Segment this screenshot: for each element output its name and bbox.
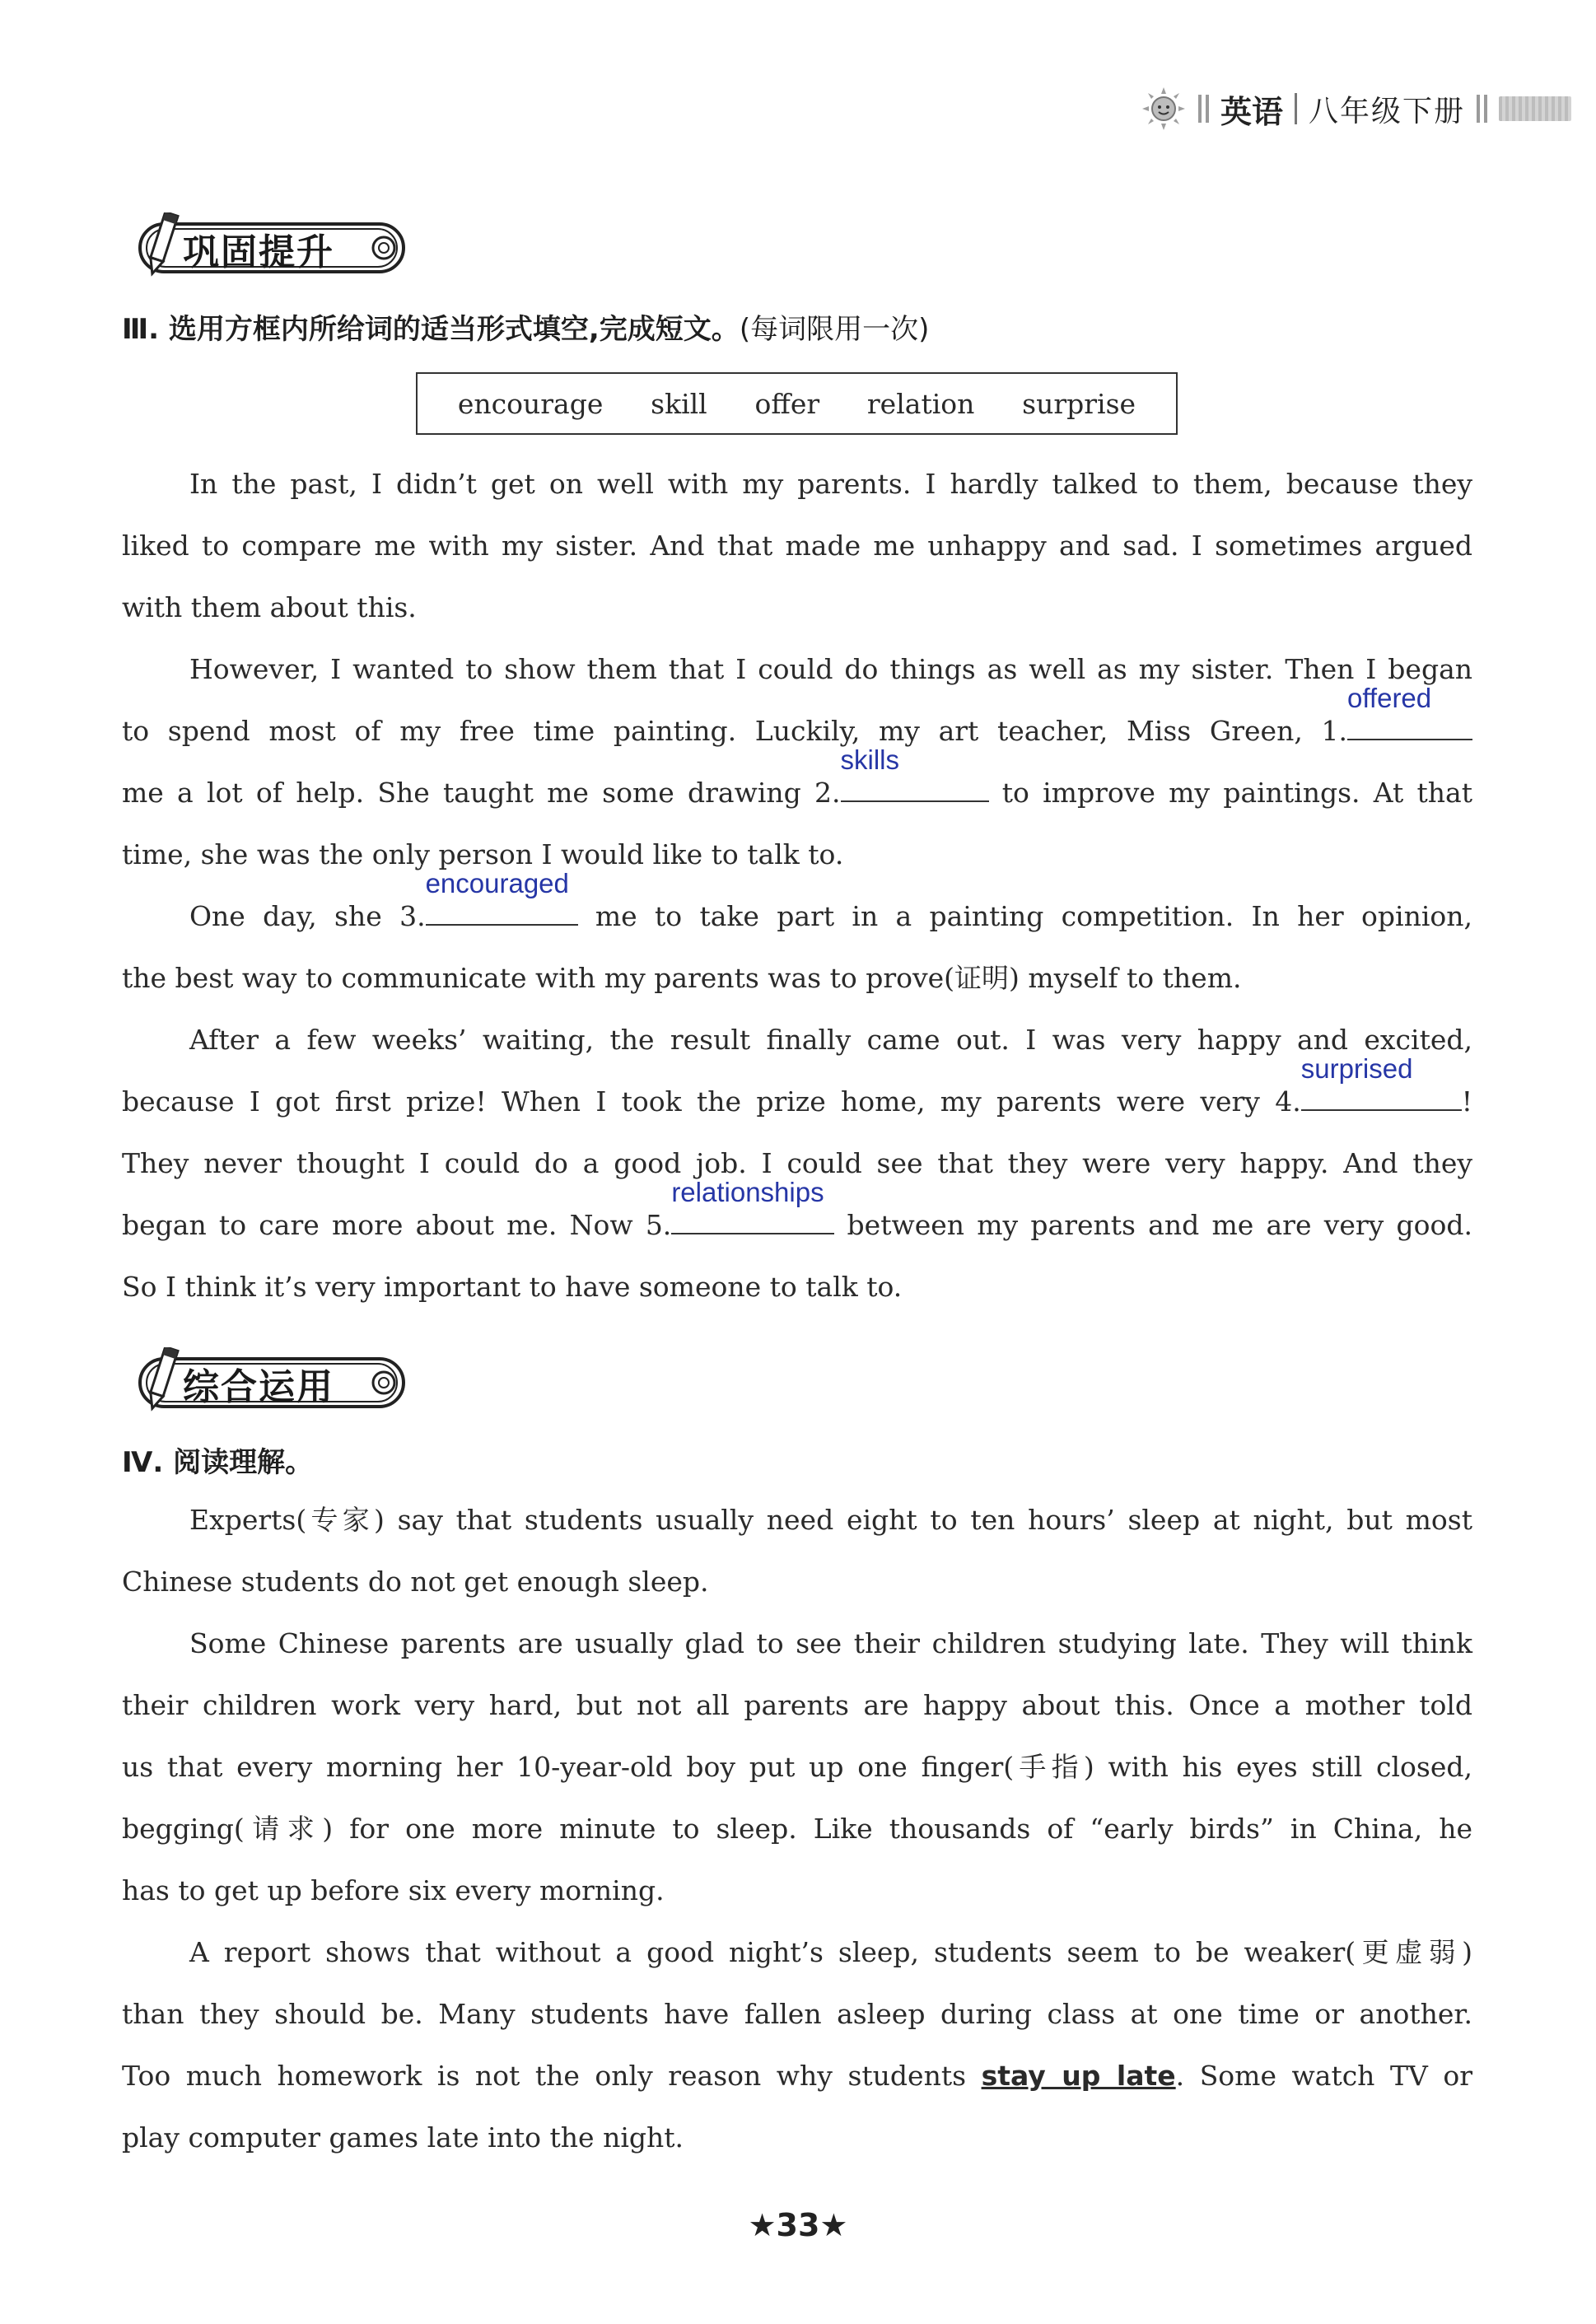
passage-line: began to care more about me. Now 5. relationships between my parents and me are very good.: [122, 1194, 1472, 1256]
reading-passage: [122, 1489, 1472, 2168]
passage-line: So I think it’s very important to have someone to talk to.: [122, 1271, 903, 1303]
page-number: ★33★: [748, 2207, 848, 2243]
blank-1[interactable]: [1347, 683, 1472, 740]
answer-5: relationships: [671, 1177, 824, 1207]
header-bars-right: [1477, 95, 1487, 123]
blank-4[interactable]: [1300, 1053, 1462, 1111]
blank-5[interactable]: [671, 1177, 834, 1234]
word-surprise: surprise: [1022, 387, 1136, 420]
underlined-phrase: stay up late: [981, 2060, 1176, 2092]
answer-4: surprised: [1300, 1053, 1413, 1084]
word-encourage: encourage: [457, 387, 604, 420]
passage-line: time, she was the only person I would like to talk to.: [122, 838, 844, 870]
section-badge-label: 巩固提升: [183, 231, 334, 273]
passage-line: They never thought I could do a good job. I could see that they were very happy. And they: [122, 1147, 1472, 1179]
passage-line: Experts(专家) say that students usually need eight to ten hours’ sleep at night, but most: [189, 1504, 1472, 1536]
question-4-title: Ⅳ. 阅读理解。: [122, 1446, 314, 1479]
page-header: [1141, 82, 1571, 135]
passage-line: us that every morning her 10-year-old boy put up one finger(手指) with his eyes still closed,: [122, 1751, 1472, 1783]
passage-line: because I got first prize! When I took the prize home, my parents were very 4. surprised !: [122, 1071, 1472, 1132]
passage-line: to spend most of my free time painting. Luckily, my art teacher, Miss Green, 1. offered: [122, 700, 1472, 762]
answer-1: offered: [1347, 683, 1432, 713]
blank-3[interactable]: [425, 868, 578, 926]
passage-line: liked to compare me with my sister. And that made me unhappy and sad. I sometimes argued: [122, 530, 1472, 562]
passage-line: with them about this.: [122, 591, 417, 623]
header-bars: [1198, 95, 1209, 123]
section-badge-application: [122, 1347, 406, 1415]
passage-line: In the past, I didn’t get on well with my parents. I hardly talked to them, because they: [189, 468, 1472, 500]
passage-line: Too much homework is not the only reason why students stay up late. Some watch TV or: [122, 2060, 1472, 2092]
question-3-text: Ⅲ. 选用方框内所给词的适当形式填空,完成短文。: [122, 313, 740, 346]
answer-3: encouraged: [425, 868, 569, 898]
passage-line: However, I wanted to show them that I could do things as well as my sister. Then I began: [189, 653, 1472, 685]
header-grade: 八年级下册: [1308, 94, 1465, 128]
word-skill: skill: [651, 387, 707, 420]
question-3-note: (每词限用一次): [739, 313, 930, 346]
section-badge-consolidate: [122, 212, 406, 280]
passage-line: A report shows that without a good night’s sleep, students seem to be weaker(更虚弱): [189, 1936, 1472, 1968]
passage-line: their children work very hard, but not all parents are happy about this. Once a mother told: [122, 1689, 1472, 1721]
header-strip: [1499, 96, 1571, 121]
passage-line: Some Chinese parents are usually glad to see their children studying late. They will think: [189, 1627, 1472, 1659]
passage-line: me a lot of help. She taught me some drawing 2. skills to improve my paintings. At that: [122, 762, 1472, 824]
passage-line: than they should be. Many students have fallen asleep during class at one time or another.: [122, 1998, 1472, 2030]
passage-line: Chinese students do not get enough sleep.: [122, 1566, 709, 1598]
answer-2: skills: [840, 744, 899, 775]
section-badge-label: 综合运用: [183, 1366, 334, 1408]
passage-line: One day, she 3. encouraged me to take part in a painting competition. In her opinion,: [122, 885, 1472, 947]
cloze-passage: [122, 453, 1472, 1318]
word-relation: relation: [866, 387, 975, 420]
word-box: [416, 372, 1178, 435]
header-subject: 英语: [1220, 93, 1283, 130]
passage-line: play computer games late into the night.: [122, 2121, 684, 2154]
passage-line: After a few weeks’ waiting, the result finally came out. I was very happy and excited,: [189, 1024, 1472, 1056]
passage-line: has to get up before six every morning.: [122, 1874, 665, 1906]
word-offer: offer: [754, 387, 820, 420]
question-3-title: [122, 306, 929, 347]
passage-line: begging(请求) for one more minute to sleep. Like thousands of “early birds” in China, he: [122, 1813, 1472, 1845]
blank-2[interactable]: [840, 744, 989, 802]
header-divider: [1295, 93, 1297, 124]
sun-icon: [1141, 86, 1187, 132]
passage-line: the best way to communicate with my parents was to prove(证明) myself to them.: [122, 962, 1242, 994]
